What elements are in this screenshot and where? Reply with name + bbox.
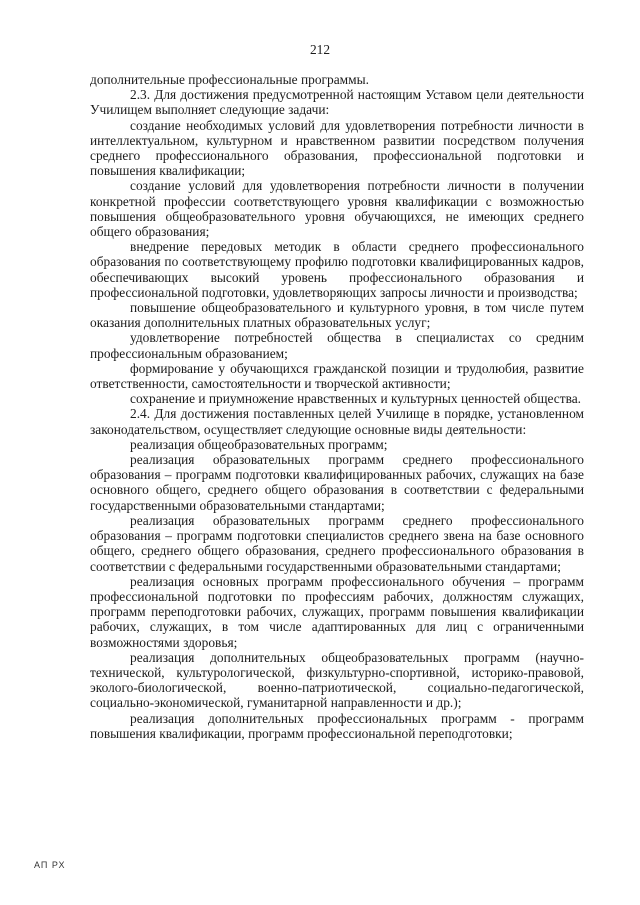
paragraph-task: сохранение и приумножение нравственных и культурных ценностей общества. <box>130 391 582 407</box>
paragraph-task: удовлетворение потребностей общества в специалистах со средним профессиональным образованием; <box>90 330 584 361</box>
paragraph-activity: реализация общеобразовательных программ; <box>130 436 388 452</box>
paragraph-task: повышение общеобразовательного и культурного уровня, в том числе путем оказания дополнительных платных образовательных услуг; <box>90 300 584 331</box>
paragraph-activity: реализация дополнительных профессиональных программ - программ повышения квалификации, программ профессиональной переподготовки; <box>90 710 584 741</box>
paragraph-activity: реализация образовательных программ среднего профессионального образования – программ подготовки квалифицированных рабочих, служащих на базе основного общего, среднего общего образования в соответствии с федеральными государственными образовательными стандартами; <box>90 452 584 513</box>
page-number: 212 <box>309 42 331 57</box>
paragraph-task: создание условий для удовлетворения потребности личности в получении конкретной профессии соответствующего уровня квалификации с возможностью повышения общеобразовательного уровня обучающихся, не имеющих среднего общего образования; <box>90 178 584 240</box>
paragraph-clause-2-3: 2.3. Для достижения предусмотренной настоящим Уставом цели деятельности Училищем выполняет следующие задачи: <box>90 87 584 118</box>
paragraph-task: создание необходимых условий для удовлетворения потребности личности в интеллектуальном, культурном и нравственном развитии посредством получения среднего профессионального образования, профессиональной подготовки и повышения квалификации; <box>90 117 584 179</box>
paragraph-continuation: дополнительные профессиональные программы. <box>90 72 369 87</box>
paragraph-activity: реализация дополнительных общеобразовательных программ (научно-технической, культурологической, физкультурно-спортивной, историко-правовой, эколого-биологической, военно-патриотической, социально-педагогической, социально-экономической, гуманитарной направленности и др.); <box>90 649 584 711</box>
paragraph-activity: реализация образовательных программ среднего профессионального образования – программ подготовки специалистов среднего звена на базе основного общего, среднего общего образования, среднего профессионального образования в соответствии с федеральными государственными образовательными стандартами; <box>90 512 584 574</box>
footer-mark: АП РХ <box>34 860 66 870</box>
paragraph-task: внедрение передовых методик в области среднего профессионального образования по соответствующему профилю подготовки квалифицированных кадров, обеспечивающих высокий уровень профессионального образования и профессиональной подготовки, удовлетворяющих запросы личности и производства; <box>90 239 584 300</box>
document-body <box>90 72 584 741</box>
paragraph-task: формирование у обучающихся гражданской позиции и трудолюбия, развитие ответственности, самостоятельности и творческой активности; <box>90 360 584 392</box>
paragraph-activity: реализация основных программ профессионального обучения – программ профессиональной подготовки по профессиям рабочих, должностям служащих, программ переподготовки рабочих, служащих, программ повышения квалификации рабочих, служащих, в том числе адаптированных для лиц с ограниченными возможностями здоровья; <box>90 573 584 650</box>
paragraph-clause-2-4: 2.4. Для достижения поставленных целей Училище в порядке, установленном законодательством, осуществляет следующие основные виды деятельности: <box>90 406 584 437</box>
